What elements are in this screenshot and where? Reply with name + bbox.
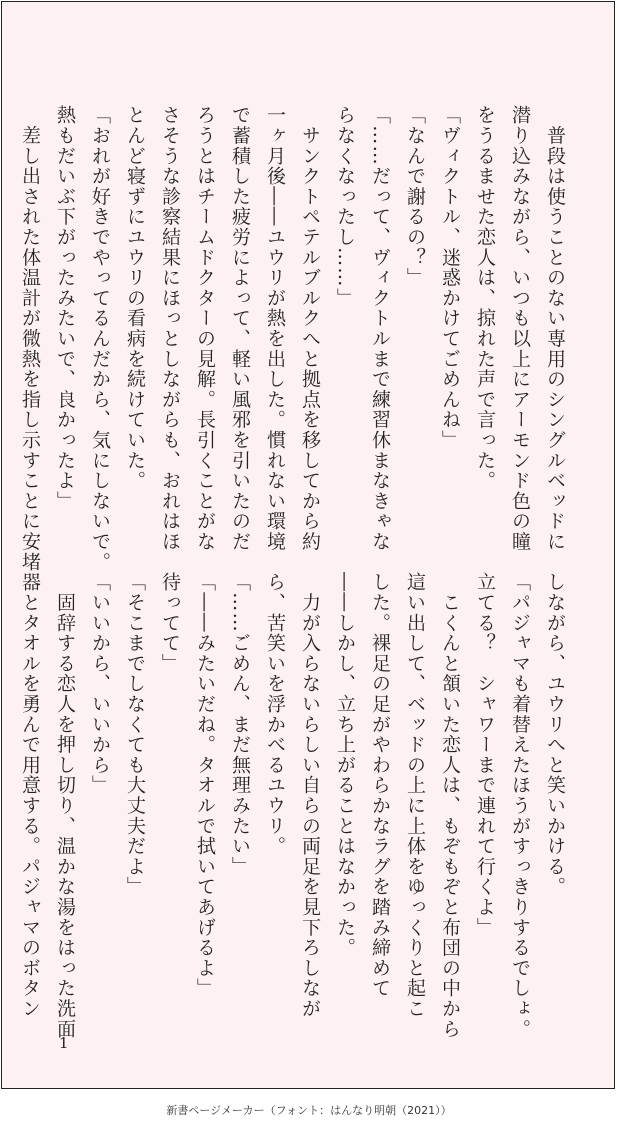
bottom-text-column: しながら、ユウリへと笑いかける。 — [544, 572, 566, 897]
bottom-text-column: 器とタオルを勇んで用意する。パジャマのボタン — [19, 572, 41, 1019]
top-text-column: 「なんで謝るの？」 — [404, 105, 426, 288]
top-text-column: さそうな診察結果にほっとしながらも、おれはほ — [159, 105, 181, 552]
top-text-column: らなくなったし……」 — [334, 105, 356, 308]
top-text-column: ろうとはチームドクターの見解。長引くことがな — [194, 105, 216, 552]
manuscript-page — [1, 1, 615, 1089]
bottom-text-column: 「そこまでしなくても大丈夫だよ」 — [124, 572, 146, 897]
bottom-text-column: 「パジャマも着替えたほうがすっきりするでしょ。 — [509, 572, 531, 1039]
bottom-text-column: 「いいから、いいから」 — [89, 572, 111, 796]
bottom-text-column: した。裸足の足がやわらかなラグを踏み締めて — [369, 572, 391, 999]
bottom-text-block — [19, 572, 572, 1039]
top-text-column: 差し出された体温計が微熱を指し示すことに安堵 — [19, 105, 41, 572]
top-text-column: をうるませた恋人は、掠れた声で言った。 — [474, 105, 496, 491]
bottom-text-column: こくんと頷いた恋人は、もぞもぞと布団の中から — [439, 572, 461, 1039]
top-text-column: 潜り込みながら、いつも以上にアーモンド色の瞳 — [509, 105, 531, 552]
top-text-column: で蓄積した疲労によって、軽い風邪を引いたのだ — [229, 105, 251, 552]
top-text-column: 「……だって、ヴィクトルまで練習休まなきゃな — [369, 105, 391, 552]
top-text-column: とんど寝ずにユウリの看病を続けていた。 — [124, 105, 146, 491]
top-text-column: サンクトペテルブルクへと拠点を移してから約 — [299, 105, 321, 552]
bottom-text-column: 立てる？ シャワーまで連れて行くよ」 — [474, 572, 496, 938]
bottom-text-column: 力が入らないらしい自らの両足を見下ろしなが — [299, 572, 321, 1019]
page-number: 1 — [59, 1034, 69, 1052]
bottom-text-column: 待ってて」 — [159, 572, 181, 674]
top-text-block — [19, 105, 572, 572]
top-text-column: 普段は使うことのない専用のシングルベッドに — [544, 105, 566, 552]
bottom-text-column: 固辞する恋人を押し切り、温かな湯をはった洗面 — [54, 572, 76, 1039]
top-text-column: 一ヶ月後――ユウリが熱を出した。慣れない環境 — [264, 105, 286, 552]
bottom-text-column: ――しかし、立ち上がることはなかった。 — [334, 572, 356, 958]
top-text-column: 「ヴィクトル、迷惑かけてごめんね」 — [439, 105, 461, 451]
top-text-column: 熱もだいぶ下がったみたいで、良かったよ」 — [54, 105, 76, 511]
bottom-text-column: 這い出して、ベッドの上に上体をゆっくりと起こ — [404, 572, 426, 1019]
bottom-text-column: 「――みたいだね。タオルで拭いてあげるよ」 — [194, 572, 216, 999]
footer-credit: 新書ページメーカー（フォント：はんなり明朝（2021）） — [166, 1104, 452, 1117]
top-text-column: 「おれが好きでやってるんだから、気にしないで。 — [89, 105, 111, 572]
bottom-text-column: ら、苦笑いを浮かべるユウリ。 — [264, 572, 286, 857]
bottom-text-column: 「……ごめん、まだ無理みたい」 — [229, 572, 251, 877]
